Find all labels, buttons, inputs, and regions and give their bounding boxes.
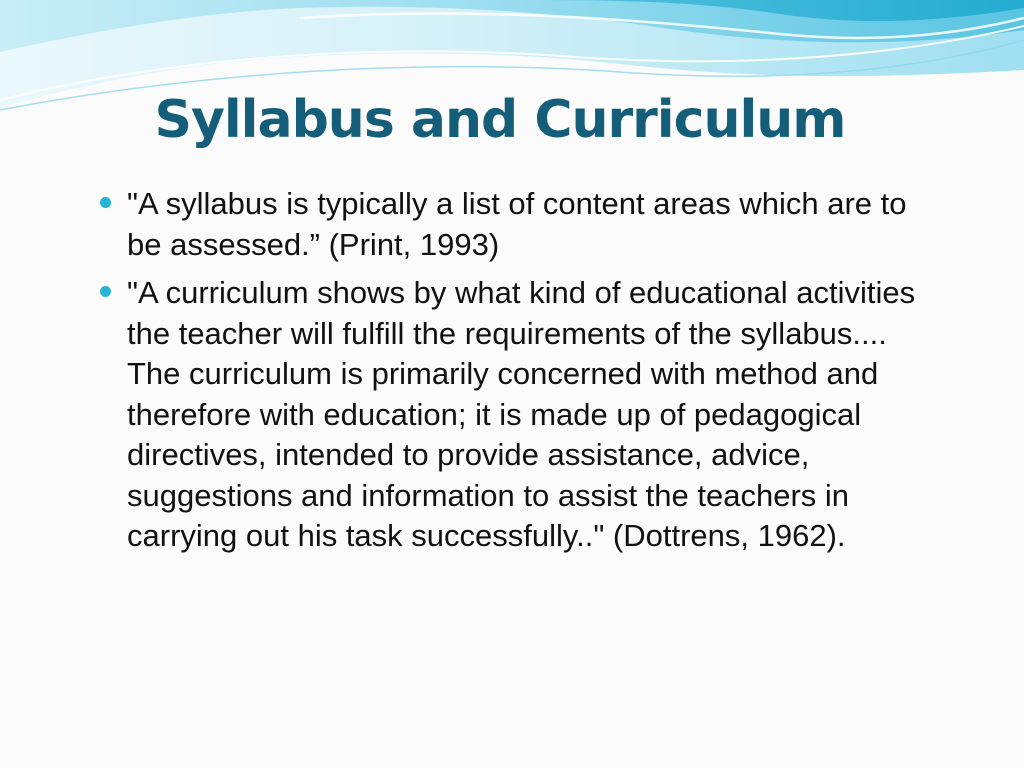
bullet-text: "A syllabus is typically a list of content areas which are to be assessed.” (Print, 1993)	[127, 186, 907, 262]
bullet-item-syllabus	[100, 184, 930, 265]
bullet-item-curriculum	[100, 273, 930, 557]
bullet-text: "A curriculum shows by what kind of educational activities the teacher will fulfill the requirements of the syllabus.... The curriculum is primarily concerned with method and therefore with education; it is made up of pedagogical directives, intended to provide assistance, advice, suggestions and information to assist the teachers in carrying out his task successfully.." (Dottrens, 1962).	[127, 275, 916, 553]
bullet-dot-icon	[100, 197, 111, 208]
bullet-list	[100, 184, 930, 565]
bullet-dot-icon	[100, 286, 111, 297]
slide-title: Syllabus and Curriculum	[154, 90, 846, 150]
